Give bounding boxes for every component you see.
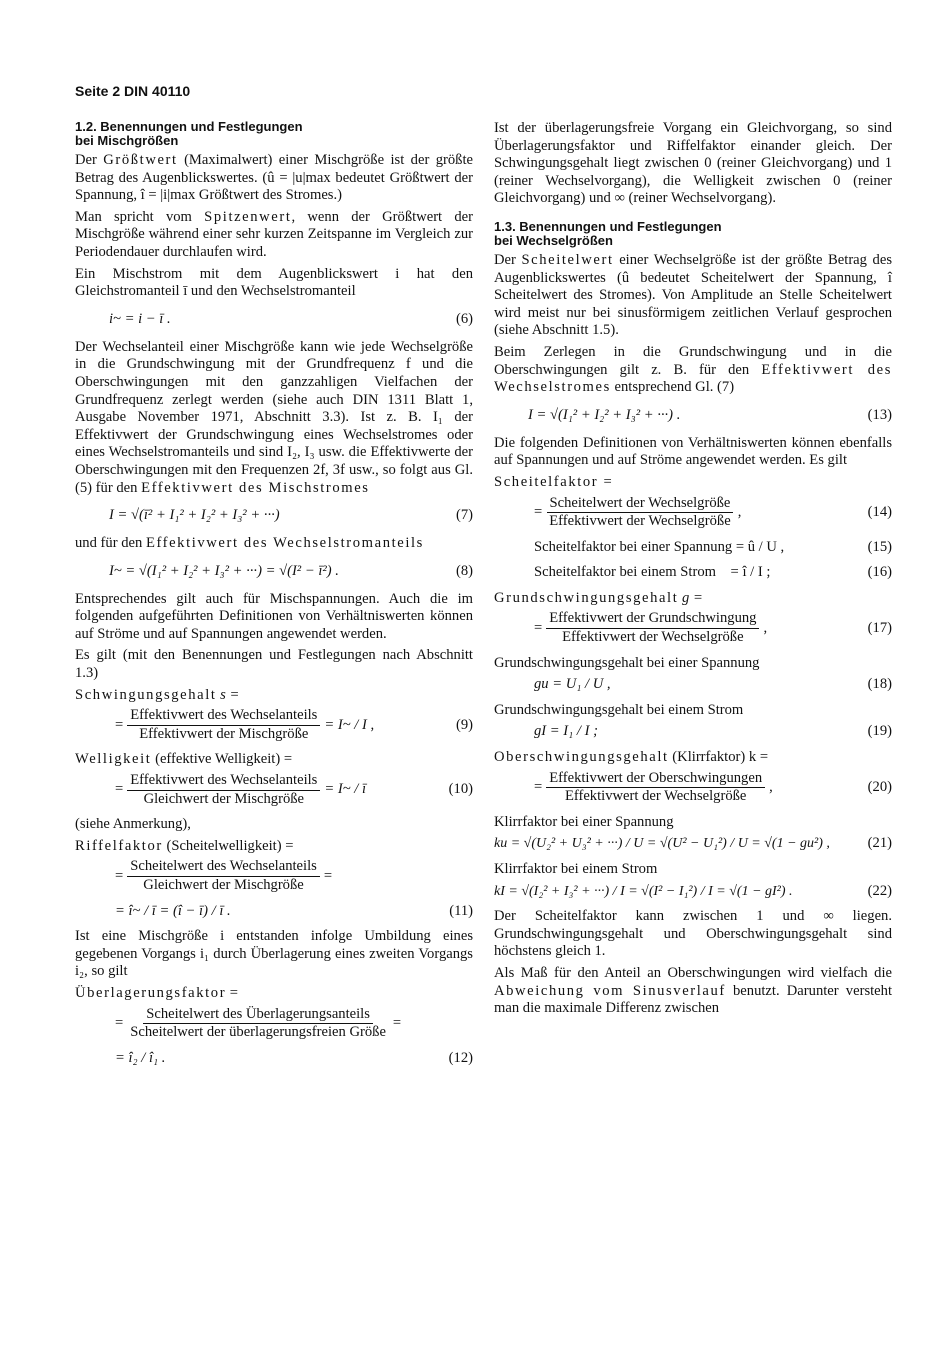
equation-22: kI = √(I₂² + I₃² + ···) / I = √(I² − I₁²) / I = √(1 − gI²) . (22) xyxy=(494,882,892,899)
equation-16: Scheitelfaktor bei einem Strom = î / I ; (16) xyxy=(534,564,892,581)
equation-19: gI = I₁ / I ; (19) xyxy=(534,723,892,740)
equation-12b: = î₂ / î₁ . (12) xyxy=(115,1049,473,1066)
paragraph: Ist der überlagerungsfreie Vorgang ein Gleichvorgang, so sind Überlagerungsfaktor und Riffelfaktor einander gleich. Der Schwingungsgehalt liegt zwischen 0 (reiner Gleichvorgang) und 1 (reiner Wechselvorgang), die Welligkeit zwischen 0 (reiner Gleichvorgang) und ∞ (reiner Wechselvorgang). xyxy=(494,120,892,207)
paragraph: Es gilt (mit den Benennungen und Festlegungen nach Abschnitt 1.3) xyxy=(75,647,473,682)
definition-label: Oberschwingungsgehalt (Klirrfaktor) k = xyxy=(494,749,769,766)
equation-8: I~ = √(I₁² + I₂² + I₃² + ···) = √(I² − ī²) . (8) xyxy=(109,562,473,579)
paragraph: Man spricht vom Spitzenwert, wenn der Größtwert der Mischgröße während einer sehr kurzen Zeitspanne im Vergleich zur Periodendauer durchlaufen wird. xyxy=(75,208,473,260)
left-column xyxy=(75,120,473,1075)
equation-11a: = Scheitelwert des Wechselanteils Gleichwert der Mischgröße = xyxy=(115,858,333,893)
definition-label: Grundschwingungsgehalt g = xyxy=(494,589,703,606)
equation-20: = Effektivwert der Oberschwingungen Effektivwert der Wechselgröße , (20) xyxy=(534,769,892,805)
paragraph: (siehe Anmerkung), xyxy=(75,816,191,833)
section-heading-1-3: 1.3. Benennungen und Festlegungen bei Wechselgrößen xyxy=(494,218,722,248)
paragraph: Der Wechselanteil einer Mischgröße kann wie jede Wechselgröße in die Grundschwingung mit der Grundfrequenz f und die Oberschwingungen mit den ganzzahligen Vielfachen der Grundfrequenz zerlegt werden (siehe auch DIN 1311 Blatt 1, Ausgabe November 1971, Abschnitt 3.3). Ist z. B. I₁ der Effektivwert der Grundschwingung eines Wechselstromes oder eines Wechselstromanteils und sind I₂, I₃ usw. die Effektivwerte der Oberschwingungen mit den Frequenzen 2f, 3f usw., so folgt aus Gl. (5) für den Effektivwert des Mischstromes xyxy=(75,338,473,496)
paragraph: Beim Zerlegen in die Grundschwingung und in die Oberschwingungen gilt z. B. für den Effektivwert des Wechselstromes entsprechend Gl. (7) xyxy=(494,343,892,396)
paragraph: Der Scheitelwert einer Wechselgröße ist der größte Betrag des Augenblickswertes (û bedeutet Scheitelwert der Spannung, î Scheitelwert des Stromes). Von Amplitude an Stelle Scheitelwert wird meist nur bei sinusförmigem zeitlichen Verlauf gesprochen (siehe Abschnitt 1.5). xyxy=(494,251,892,339)
fraction: Scheitelwert der Wechselgröße Effektivwert der Wechselgröße xyxy=(546,495,733,531)
paragraph: Als Maß für den Anteil an Oberschwingungen wird vielfach die Abweichung vom Sinusverlauf benutzt. Darunter versteht man die maximale Differenz zwischen xyxy=(494,964,893,1017)
paragraph: Entsprechendes gilt auch für Mischspannungen. Auch die im folgenden aufgeführten Definitionen von Verhältniswerten können auf Ströme und auf Spannungen angewendet werden. xyxy=(75,590,473,642)
fraction: Effektivwert der Grundschwingung Effektivwert der Wechselgröße xyxy=(546,610,759,646)
paragraph: Klirrfaktor bei einer Spannung xyxy=(494,813,674,830)
definition-label: Überlagerungsfaktor = xyxy=(75,984,239,1001)
equation-14: = Scheitelwert der Wechselgröße Effektivwert der Wechselgröße , (14) xyxy=(534,494,892,530)
equation-9: = Effektivwert des Wechselanteils Effektivwert der Mischgröße = I~ / I , (9) xyxy=(115,707,473,742)
equation-10: = Effektivwert des Wechselanteils Gleichwert der Mischgröße = I~ / ī (10) xyxy=(115,772,473,807)
paragraph: Grundschwingungsgehalt bei einem Strom xyxy=(494,701,744,718)
right-column xyxy=(494,120,892,1022)
equation-17: = Effektivwert der Grundschwingung Effektivwert der Wechselgröße , (17) xyxy=(534,610,892,646)
equation-21: ku = √(U₂² + U₃² + ···) / U = √(U² − U₁²) / U = √(1 − gu²) , (21) xyxy=(494,835,892,852)
equation-15: Scheitelfaktor bei einer Spannung = û / U , (15) xyxy=(534,538,892,555)
equation-7: I = √(ī² + I₁² + I₂² + I₃² + ···) (7) xyxy=(109,507,473,524)
section-heading-1-2: 1.2. Benennungen und Festlegungen bei Mischgrößen xyxy=(75,119,303,148)
fraction: Scheitelwert des Wechselanteils Gleichwert der Mischgröße xyxy=(127,858,320,894)
paragraph: Der Scheitelfaktor kann zwischen 1 und ∞ liegen. Grundschwingungsgehalt und Oberschwingungsgehalt sind höchstens gleich 1. xyxy=(494,908,892,960)
paragraph: Die folgenden Definitionen von Verhältniswerten können ebenfalls auf Spannungen und auf Ströme angewendet werden. Es gilt xyxy=(494,434,892,469)
definition-label: Scheitelfaktor = xyxy=(494,473,614,490)
paragraph: Der Größtwert (Maximalwert) einer Mischgröße ist der größte Betrag des Augenblickswertes. (û = |u|max bedeutet Größtwert der Spannung, î = |i|max Größtwert des Stromes.) xyxy=(75,152,473,204)
paragraph: und für den Effektivwert des Wechselstromanteils xyxy=(75,535,424,552)
equation-13: I = √(I₁² + I₂² + I₃² + ···) . (13) xyxy=(528,406,892,423)
paragraph: Ein Mischstrom mit dem Augenblickswert i hat den Gleichstromanteil ī und den Wechselstromanteil xyxy=(75,265,473,300)
fraction: Scheitelwert des Überlagerungsanteils Scheitelwert der überlagerungsfreien Größe xyxy=(130,1005,386,1041)
fraction: Effektivwert des Wechselanteils Gleichwert der Mischgröße xyxy=(127,772,320,808)
equation-18: gu = U₁ / U , (18) xyxy=(534,676,892,693)
paragraph: Klirrfaktor bei einem Strom xyxy=(494,861,658,877)
definition-label: Welligkeit (effektive Welligkeit) = xyxy=(75,751,293,768)
equation-12a: = Scheitelwert des Überlagerungsanteils Scheitelwert der überlagerungsfreien Größe = xyxy=(115,1005,402,1041)
paragraph: Grundschwingungsgehalt bei einer Spannung xyxy=(494,654,760,671)
paragraph: Ist eine Mischgröße i entstanden infolge Umbildung eines gegebenen Vorgangs i₁ durch Überlagerung eines zweiten Vorgangs i₂, so gilt xyxy=(75,928,473,980)
fraction: Effektivwert des Wechselanteils Effektivwert der Mischgröße xyxy=(127,707,320,743)
equation-11b: = î~ / ī = (î − ī) / ī . (11) xyxy=(115,902,473,919)
fraction: Effektivwert der Oberschwingungen Effektivwert der Wechselgröße xyxy=(546,770,765,806)
equation-6: i~ = i − ī . (6) xyxy=(109,310,473,327)
definition-label: Schwingungsgehalt s = xyxy=(75,686,240,703)
definition-label: Riffelfaktor (Scheitelwelligkeit) = xyxy=(75,837,294,854)
page-header: Seite 2 DIN 40110 xyxy=(75,83,191,99)
